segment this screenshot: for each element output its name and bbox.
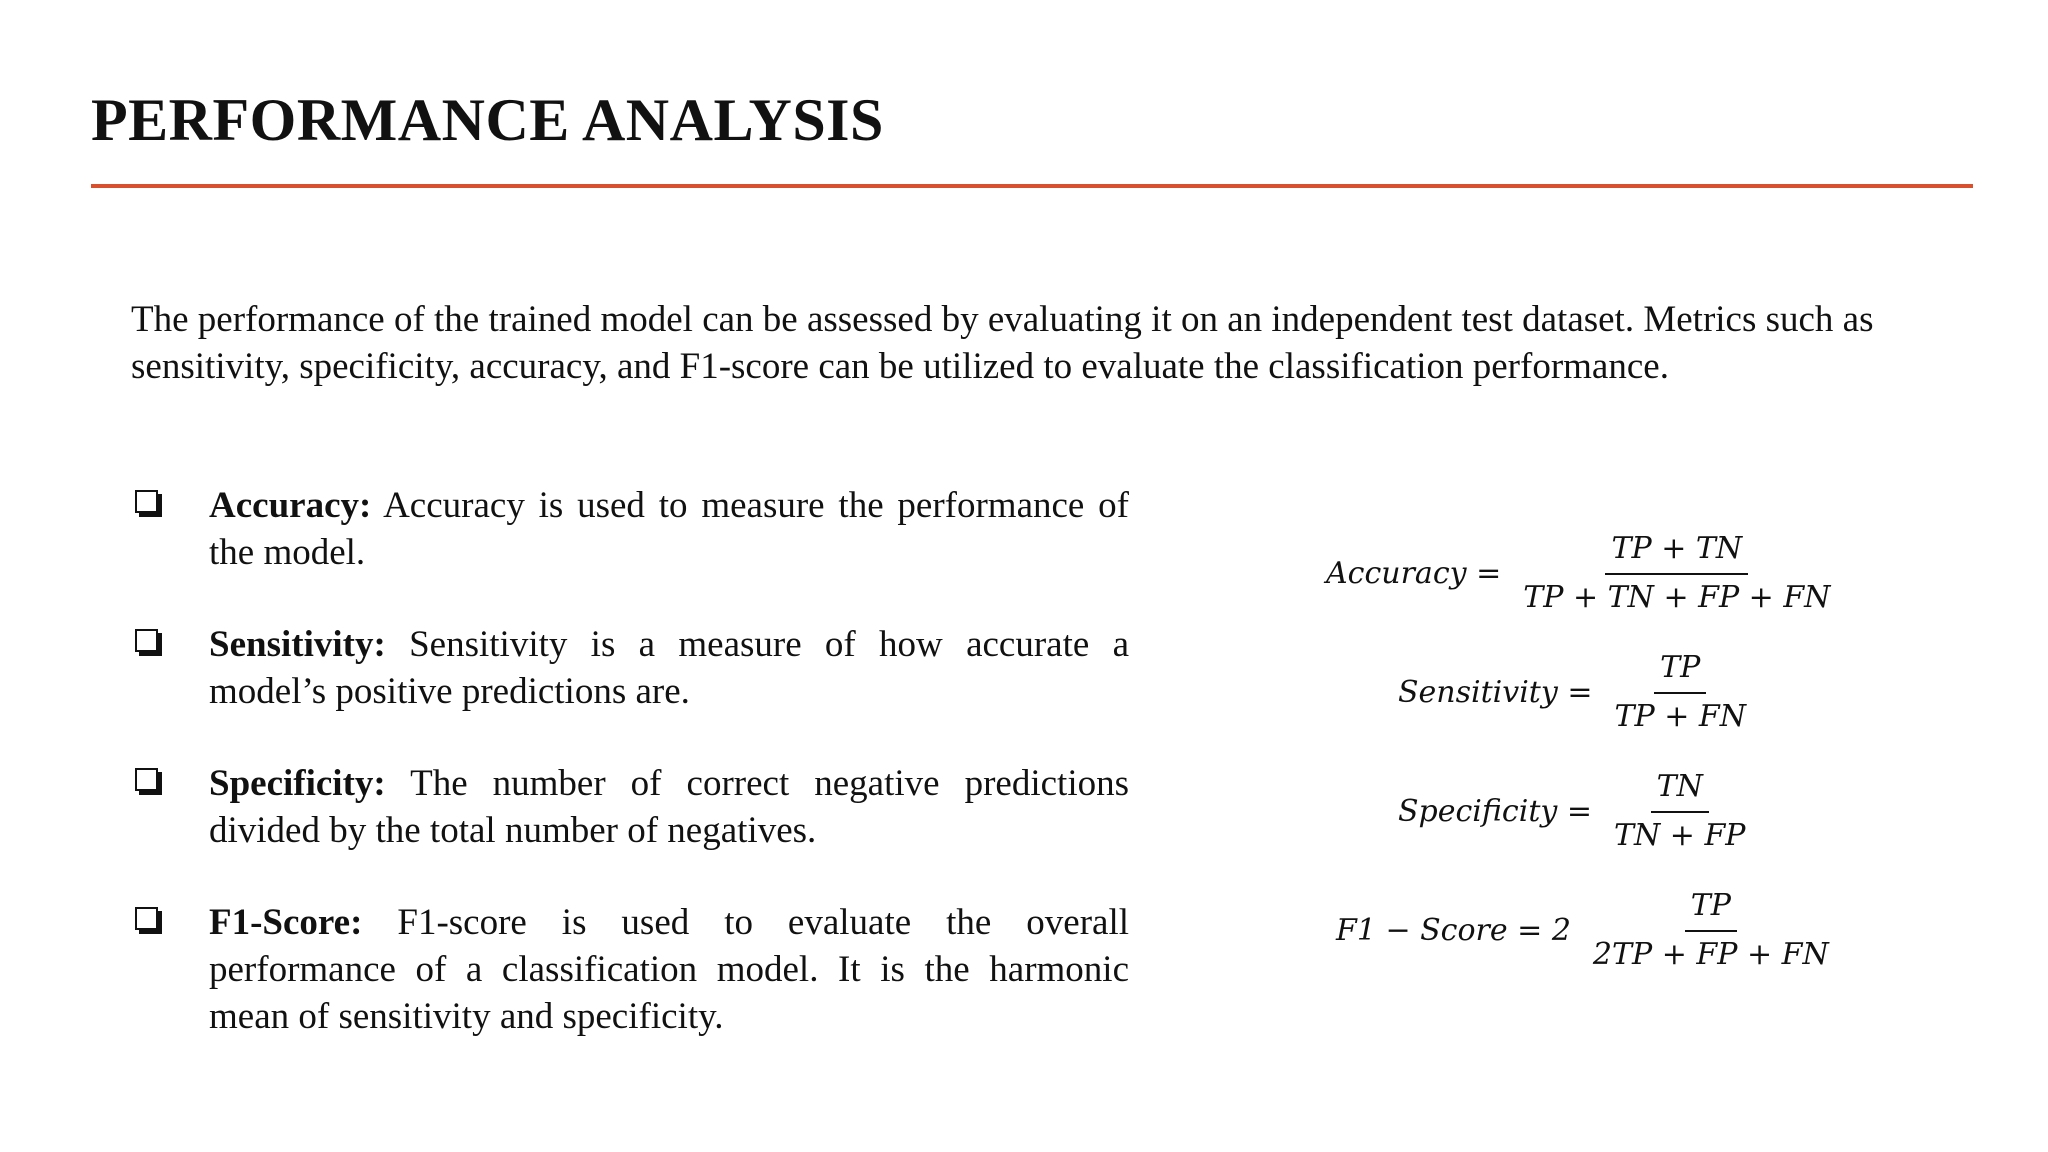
fraction-numerator: TP xyxy=(1654,651,1706,694)
checkbox-icon xyxy=(135,768,158,791)
formula-lhs: Accuracy = xyxy=(1326,556,1502,591)
checkbox-icon xyxy=(135,629,158,652)
fraction-denominator: TP + TN + FP + FN xyxy=(1523,579,1831,615)
fraction-denominator: TP + FN xyxy=(1614,698,1746,734)
fraction-denominator: TN + FP xyxy=(1614,817,1746,853)
bullet-term: F1-Score: xyxy=(209,902,363,943)
bullet-description: F1-score is used to evaluate the overall performance of a classification model. It is the harmonic mean of sensitivity and specificity. xyxy=(209,902,1129,1037)
bullet-description: Sensitivity is a measure of how accurate a model’s positive predictions are. xyxy=(209,624,1129,712)
formula-specificity xyxy=(1398,770,1751,853)
formula-lhs: F1 − Score = 2 xyxy=(1336,913,1571,948)
fraction xyxy=(1608,770,1751,853)
bullet-text xyxy=(209,621,1129,715)
bullet-description: Accuracy is used to measure the performance of the model. xyxy=(209,485,1129,573)
checkbox-icon xyxy=(135,490,158,513)
fraction-numerator: TP + TN xyxy=(1605,532,1748,575)
fraction-numerator: TP xyxy=(1685,889,1737,932)
fraction-denominator: 2TP + FP + FN xyxy=(1592,936,1829,972)
fraction-numerator: TN xyxy=(1651,770,1709,813)
fraction xyxy=(1609,651,1752,734)
intro-paragraph: The performance of the trained model can be assessed by evaluating it on an independent test dataset. Metrics such as sensitivity, specificity, accuracy, and F1-score can be utilized to evaluate the classification performance. xyxy=(131,299,1874,387)
slide-title: PERFORMANCE ANALYSIS xyxy=(91,87,884,153)
formula-lhs: Sensitivity = xyxy=(1398,675,1593,710)
bullet-text xyxy=(209,760,1129,854)
formula-sensitivity xyxy=(1398,651,1752,734)
bullet-text xyxy=(209,899,1129,1040)
fraction xyxy=(1517,532,1836,615)
title-underline xyxy=(91,184,1973,188)
formula-accuracy xyxy=(1326,532,1836,615)
bullet-term: Accuracy: xyxy=(209,485,372,526)
bullet-text xyxy=(209,482,1129,576)
bullet-description: The number of correct negative predictions divided by the total number of negatives. xyxy=(209,763,1129,851)
bullet-term: Sensitivity: xyxy=(209,624,386,665)
bullet-term: Specificity: xyxy=(209,763,386,804)
checkbox-icon xyxy=(135,907,158,930)
fraction xyxy=(1587,889,1835,972)
formula-f1-score xyxy=(1336,889,1835,972)
formula-lhs: Specificity = xyxy=(1398,794,1592,829)
